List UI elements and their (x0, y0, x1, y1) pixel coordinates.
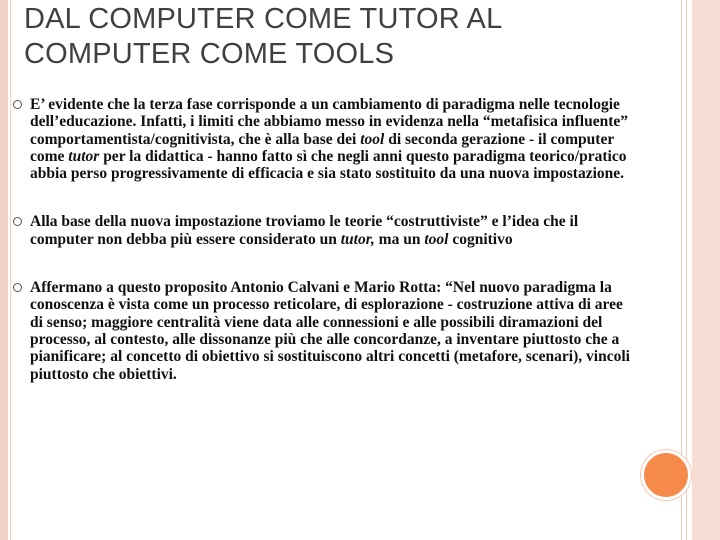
bullet-item (13, 279, 633, 383)
left-decorative-line (10, 0, 11, 540)
slide-title (24, 2, 664, 72)
bullet-text: Affermano a questo proposito Antonio Calvani e Mario Rotta: “Nel nuovo paradigma la conoscenza è vista come un processo reticolare, di esplorazione - costruzione attiva di aree di senso; maggiore centralità viene data alle connessioni e alle possibili diramazioni del processo, al contesto, alle dissonanze più che alle concordanze, a inventare piuttosto che a pianificare; al concetto di obiettivo si sostituiscono altri concetti (metafore, scenari), vincoli piuttosto che obiettivi. (30, 279, 630, 383)
bullet-text: Alla base della nuova impostazione troviamo le teorie “costruttiviste” e l’idea che il computer non debba più essere considerato un tutor, ma un tool cognitivo (30, 213, 579, 248)
bullet-circle-icon (13, 100, 22, 109)
right-decorative-line (686, 0, 687, 540)
slide-content (13, 96, 633, 383)
bullet-circle-icon (13, 217, 22, 226)
orange-circle-decoration (641, 450, 691, 500)
right-decorative-border (692, 0, 720, 540)
bullet-item (13, 213, 633, 248)
slide-title-line-1: DAL COMPUTER COME TUTOR AL (24, 3, 503, 35)
slide-title-line-2: COMPUTER COME TOOLS (24, 38, 395, 70)
left-decorative-border (0, 0, 8, 540)
bullet-text: E’ evidente che la terza fase corrisponde a un cambiamento di paradigma nelle tecnologie dell’educazione. Infatti, i limiti che abbiamo messo in evidenza nella “metafisica influente” comportamentista/cognitivista, che è alla base dei tool di seconda gerazione - il computer come tutor per la didattica - hanno fatto sì che negli anni questo paradigma teorico/pratico abbia perso progressivamente di efficacia e sia stato sostituito da una nuova impostazione. (30, 96, 628, 183)
bullet-circle-icon (13, 283, 22, 292)
bullet-item (13, 96, 633, 182)
